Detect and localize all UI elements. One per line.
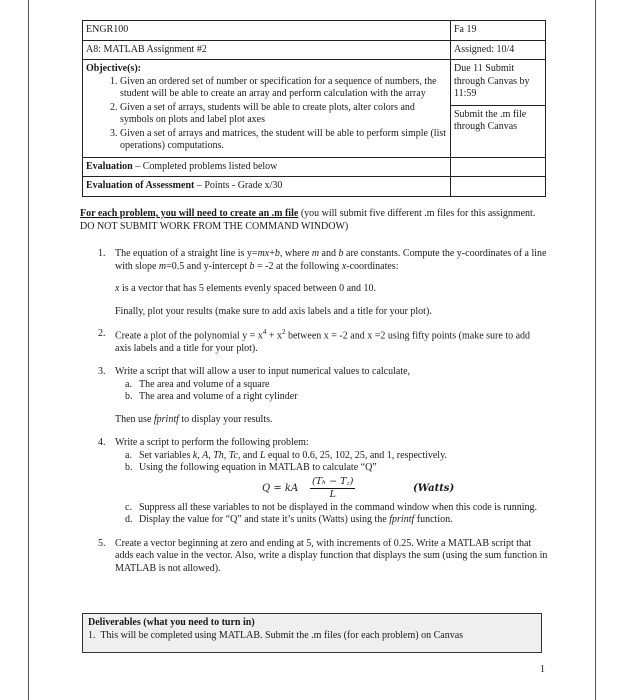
problem-1 [98, 248, 548, 318]
objectives-heading: Objective(s): [86, 63, 141, 74]
problem-4-item-a: a. Set variables k, A, Th, Tc, and L equal to 0.6, 25, 102, 25, and 1, respectively. [125, 449, 447, 461]
problem-number: 5. [98, 537, 106, 549]
heat-equation [115, 476, 548, 502]
evaluation-cell [83, 157, 451, 177]
empty-cell [451, 157, 546, 177]
due-note: Due 11 Submit through Canvas by 11:59 [454, 63, 530, 99]
objective-item: 1. Given an ordered set of number or specification for a sequence of numbers, the student will be able to create an array and perform calculation with the array [120, 76, 447, 101]
problem-3 [98, 366, 548, 426]
evaluation-text: – Completed problems listed below [132, 160, 278, 172]
problem-4 [98, 437, 548, 527]
assignment-header-table [82, 20, 546, 197]
problem-4-item-c: c. Suppress all these variables to not be displayed in the command window when this code is running. [125, 501, 537, 513]
problem-5 [98, 538, 548, 576]
page-number: 1 [540, 664, 545, 675]
problem-number: 2. [98, 328, 106, 339]
instructions-intro [80, 208, 550, 233]
assessment-cell [83, 177, 451, 197]
problem-2-text: Create a plot of the polynomial $y = x^4 + x^2$ between x = -2 and x =2 using fifty points (make sure to add axis labels and a title for your plot). [115, 328, 531, 354]
problem-list [98, 248, 548, 575]
empty-cell [451, 177, 546, 197]
objectives-list [86, 76, 447, 153]
objectives-cell [83, 60, 451, 158]
assigned-date: Assigned: 10/4 [454, 43, 515, 55]
due-cell [451, 60, 546, 158]
problem-5-text: Create a vector beginning at zero and ending at 5, with increments of 0.25. Write a MATLAB script that adds each value in the vector. Also, write a display function that displays the sum (using the sum function in MATLAB is not allowed). [115, 537, 548, 574]
course-cell [83, 21, 451, 41]
intro-emphasis: For each problem, you will need to create an .m file [80, 208, 299, 219]
problem-1-plot: Finally, plot your results (make sure to add axis labels and a title for your plot). [115, 305, 432, 317]
problem-4-text: Write a script to perform the following problem: [115, 437, 309, 449]
assessment-text: – Points - Grade x/30 [194, 180, 283, 191]
assessment-label: Evaluation of Assessment [86, 180, 195, 191]
problem-number: 4. [98, 437, 106, 449]
problem-3-text: Write a script that will allow a user to input numerical values to calculate, [115, 366, 411, 378]
problem-number: 3. [98, 366, 106, 378]
course-code: ENGR100 [86, 24, 129, 35]
deliverables-item: 1. This will be completed using MATLAB. Submit the .m files (for each problem) on Canvas [88, 629, 464, 641]
problem-4-item-d: d. Display the value for “Q” and state it’s units (Watts) using the fprintf function. [125, 514, 453, 526]
submit-note: Submit the .m file through Canvas [451, 105, 545, 134]
deliverables-box [82, 613, 542, 653]
problem-2 [98, 328, 548, 355]
objective-item: 3. Given a set of arrays and matrices, the student will be able to perform simple (list operations) computations. [120, 128, 447, 153]
equation-fraction [310, 476, 355, 501]
deliverables-title: Deliverables (what you need to turn in) [88, 617, 255, 628]
intro-text: (you will submit five different .m files for this assignment. DO NOT SUBMIT WORK FROM THE COMMAND WINDOW) [80, 208, 536, 232]
evaluation-label: Evaluation [86, 160, 133, 172]
problem-4-item-b: b. Using the following equation in MATLAB to calculate “Q” [125, 462, 377, 474]
problem-number: 1. [98, 248, 106, 259]
problem-1-text: The equation of a straight line is y=mx+b, where m and b are constants. Compute the y-coordinates of a line with slope m=0.5 and y-intercept b = -2 at the following x-coordinates: [115, 248, 547, 272]
term: Fa 19 [454, 24, 477, 35]
equation-numerator: (Tₕ − T꜀) [312, 475, 354, 487]
objective-item: 2. Given a set of arrays, students will be able to create plots, alter colors and symbols on plots and label plot axes [120, 102, 447, 127]
assignment-title-cell [83, 40, 451, 60]
term-cell [451, 21, 546, 41]
assignment-title: A8: MATLAB Assignment #2 [86, 43, 207, 55]
equation-units: (Watts) [413, 482, 455, 494]
problem-1-vector: x is a vector that has 5 elements evenly spaced between 0 and 10. [115, 283, 377, 294]
equation-lhs: Q = kA [262, 482, 299, 494]
equation-denominator: L [329, 488, 336, 500]
assigned-cell [451, 40, 546, 60]
problem-3-then: Then use fprintf to display your results. [115, 413, 273, 425]
problem-3-item-b: b. The area and volume of a right cylinder [125, 391, 298, 403]
problem-3-item-a: a. The area and volume of a square [125, 378, 270, 390]
